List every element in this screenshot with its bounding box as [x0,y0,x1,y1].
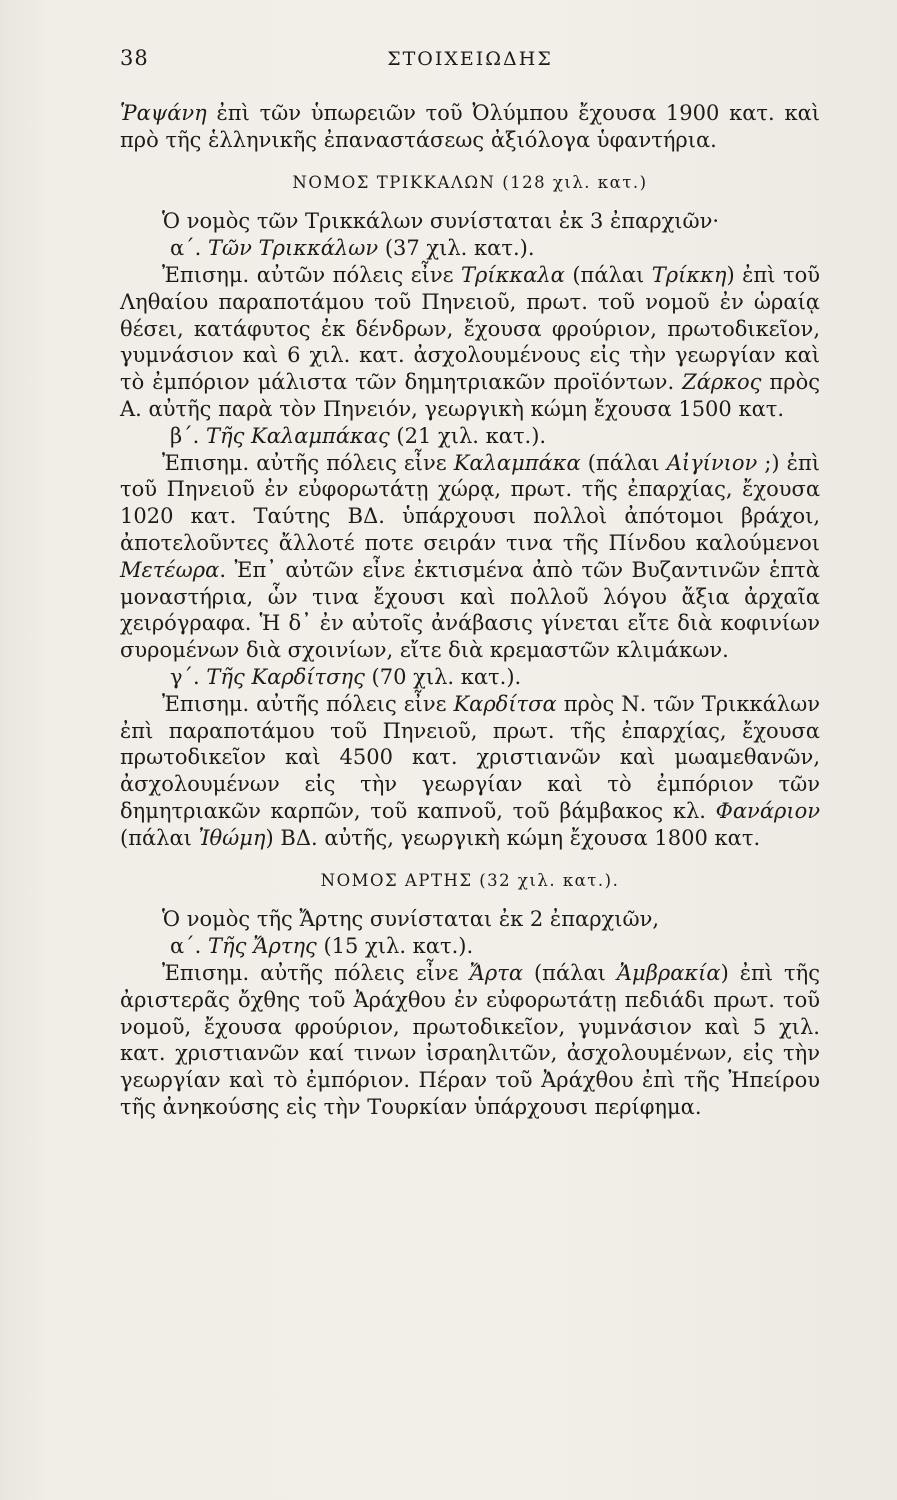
page-header [120,46,820,76]
text-run: ) ἐπὶ τοῦ Ληθαίου παραποτάμου τοῦ Πηνειοῦ, πρωτ. τοῦ νομοῦ ἐν ὡραίᾳ θέσει, κατάφυτος ἐκ δένδρων, ἔχουσα φρούριον, πρωτοδικεῖον, γυμνάσιον καὶ 6 χιλ. κατ. ἀσχολουμένους εἰς τὴν γεωργίαν καὶ τὸ ἐμπόριον μάλιστα τῶν δημητριακῶν προϊόντων. [120,262,820,395]
province-name: Τῆς Ἄρτης [208,934,317,959]
page-body [120,100,820,1121]
province-name: Τῶν Τρικκάλων [208,236,379,261]
running-title: ΣΤΟΙΧΕΙΩΔΗΣ [387,48,553,70]
province-population: (21 χιλ. κατ.). [389,423,547,448]
trikala-intro: Ὁ νομὸς τῶν Τρικκάλων συνίσταται ἐκ 3 ἐπαρχιῶν· [162,209,720,234]
text-run: (πάλαι [120,825,199,850]
place-name: Φανάριον [715,798,820,823]
place-name: Ῥαψάνη [120,101,207,125]
text-run: Ἐπισημ. αὐτῆς πόλεις εἶνε [162,960,470,985]
place-name: Τρίκκαλα [461,262,565,287]
text-run: Ἐπισημ. αὐτῆς πόλεις εἶνε [162,691,454,716]
paragraph-trikala [120,262,820,423]
province-number: β΄. [170,423,200,448]
subheading-karditsa-province [120,664,820,691]
province-number: α΄. [170,236,202,261]
province-population: (70 χιλ. κατ.). [364,664,522,689]
text-run: (πάλαι [580,450,667,475]
text-run: ) ἐπὶ τῆς ἀριστερᾶς ὄχθης τοῦ Ἀράχθου ἐν εὐφορωτάτῃ πεδιάδι πρωτ. τοῦ νομοῦ, ἔχουσα φρούριον, πρωτοδικεῖον, γυμνάσιον καὶ 5 χιλ. κατ. χριστιανῶν καί τινων ἰσραηλιτῶν, ἀσχολουμένων, εἰς τὴν γεωργίαν καὶ τὸ ἐμπόριον. Πέραν τοῦ Ἀράχθου ἐπὶ τῆς Ἠπείρου τῆς ἀνηκούσης εἰς τὴν Τουρκίαν ὑπάρχουσι περίφημα. [120,960,820,1119]
subheading-kalabaka-province [120,423,820,450]
place-name: Ζάρκος [682,370,762,395]
province-number: γ΄. [170,664,200,689]
province-population: (15 χιλ. κατ.). [316,934,474,959]
province-name: Τῆς Καρδίτσης [206,664,365,689]
section-heading-trikala: ΝΟΜΟΣ ΤΡΙΚΚΑΛΩΝ (128 χιλ. κατ.) [292,172,648,192]
text-run: . Ἐπ᾽ αὐτῶν εἶνε ἐκτισμένα ἀπὸ τῶν Βυζαντινῶν ἑπτὰ μοναστήρια, ὧν τινα ἔχουσι καὶ πολλοῦ λόγου ἄξια ἀρχαῖα χειρόγραφα. Ἡ δ᾽ ἐν αὐτοῖς ἀνάβασις γίνεται εἴτε διὰ κοφινίων συρομένων διὰ σχοινίων, εἴτε διὰ κρεμαστῶν κλιμάκων. [120,557,820,663]
paragraph-text: ἐπὶ τῶν ὑπωρειῶν τοῦ Ὀλύμπου ἔχουσα 1900 κατ. καὶ πρὸ τῆς ἑλληνικῆς ἐπαναστάσεως ἀξιόλογα ὑφαντήρια. [120,101,820,152]
page-number: 38 [120,46,149,70]
place-name: Ἄρτα [469,960,523,985]
subheading-arta-province [120,933,820,960]
place-name: Καλαμπάκα [453,450,581,475]
paragraph-arta [120,960,820,1121]
place-name: Ἰθώμη [198,825,266,850]
text-run: Ἐπισημ. αὐτῶν πόλεις εἶνε [162,262,462,287]
text-run: (πάλαι [564,262,652,287]
text-run: (πάλαι [523,960,617,985]
text-run: Ἐπισημ. αὐτῆς πόλεις εἶνε [162,450,454,475]
place-name: Αἰγίνιον [666,450,758,475]
province-name: Τῆς Καλαμπάκας [206,423,390,448]
province-population: (37 χιλ. κατ.). [378,236,535,261]
place-name: Καρδίτσα [453,691,557,716]
paragraph-karditsa [120,691,820,852]
place-name: Μετέωρα [120,557,220,582]
section-heading-arta: ΝΟΜΟΣ ΑΡΤΗΣ (32 χιλ. κατ.). [320,870,620,890]
text-run: ;) ἐπὶ τοῦ Πηνειοῦ ἐν εὐφορωτάτῃ χώρᾳ, πρωτ. τῆς ἐπαρχίας, ἔχουσα 1020 κατ. Ταύτης ΒΔ. ὑπάρχουσι πολλοὶ ἀπότομοι βράχοι, ἀποτελοῦντες ἄλλοτέ ποτε σειράν τινα τῆς Πίνδου καλούμενοι [120,450,820,555]
place-name: Τρίκκη [651,262,727,287]
text-run: πρὸς Α. αὐτῆς παρὰ τὸν Πηνειόν, γεωργικὴ κώμη ἔχουσα 1500 κατ. [120,370,820,421]
subheading-trikala-province [120,235,820,262]
province-number: α΄. [170,934,202,959]
text-run: ) ΒΔ. αὐτῆς, γεωργικὴ κώμη ἔχουσα 1800 κατ. [265,825,761,850]
arta-intro: Ὁ νομὸς τῆς Ἄρτης συνίσταται ἐκ 2 ἐπαρχιῶν, [162,907,660,932]
paragraph-rapsani [120,100,820,154]
text-run: πρὸς Ν. τῶν Τρικκάλων ἐπὶ παραποτάμου τοῦ Πηνειοῦ, πρωτ. τῆς ἐπαρχίας, ἔχουσα πρωτοδικεῖον καὶ 4500 κατ. χριστιανῶν καὶ μωαμεθανῶν, ἀσχολουμένων εἰς τὴν γεωργίαν καὶ τὸ ἐμπόριον τῶν δημητριακῶν καρπῶν, τοῦ καπνοῦ, τοῦ βάμβακος κλ. [120,691,821,823]
place-name: Ἀμβρακία [616,960,721,985]
paragraph-kalabaka [120,450,820,664]
